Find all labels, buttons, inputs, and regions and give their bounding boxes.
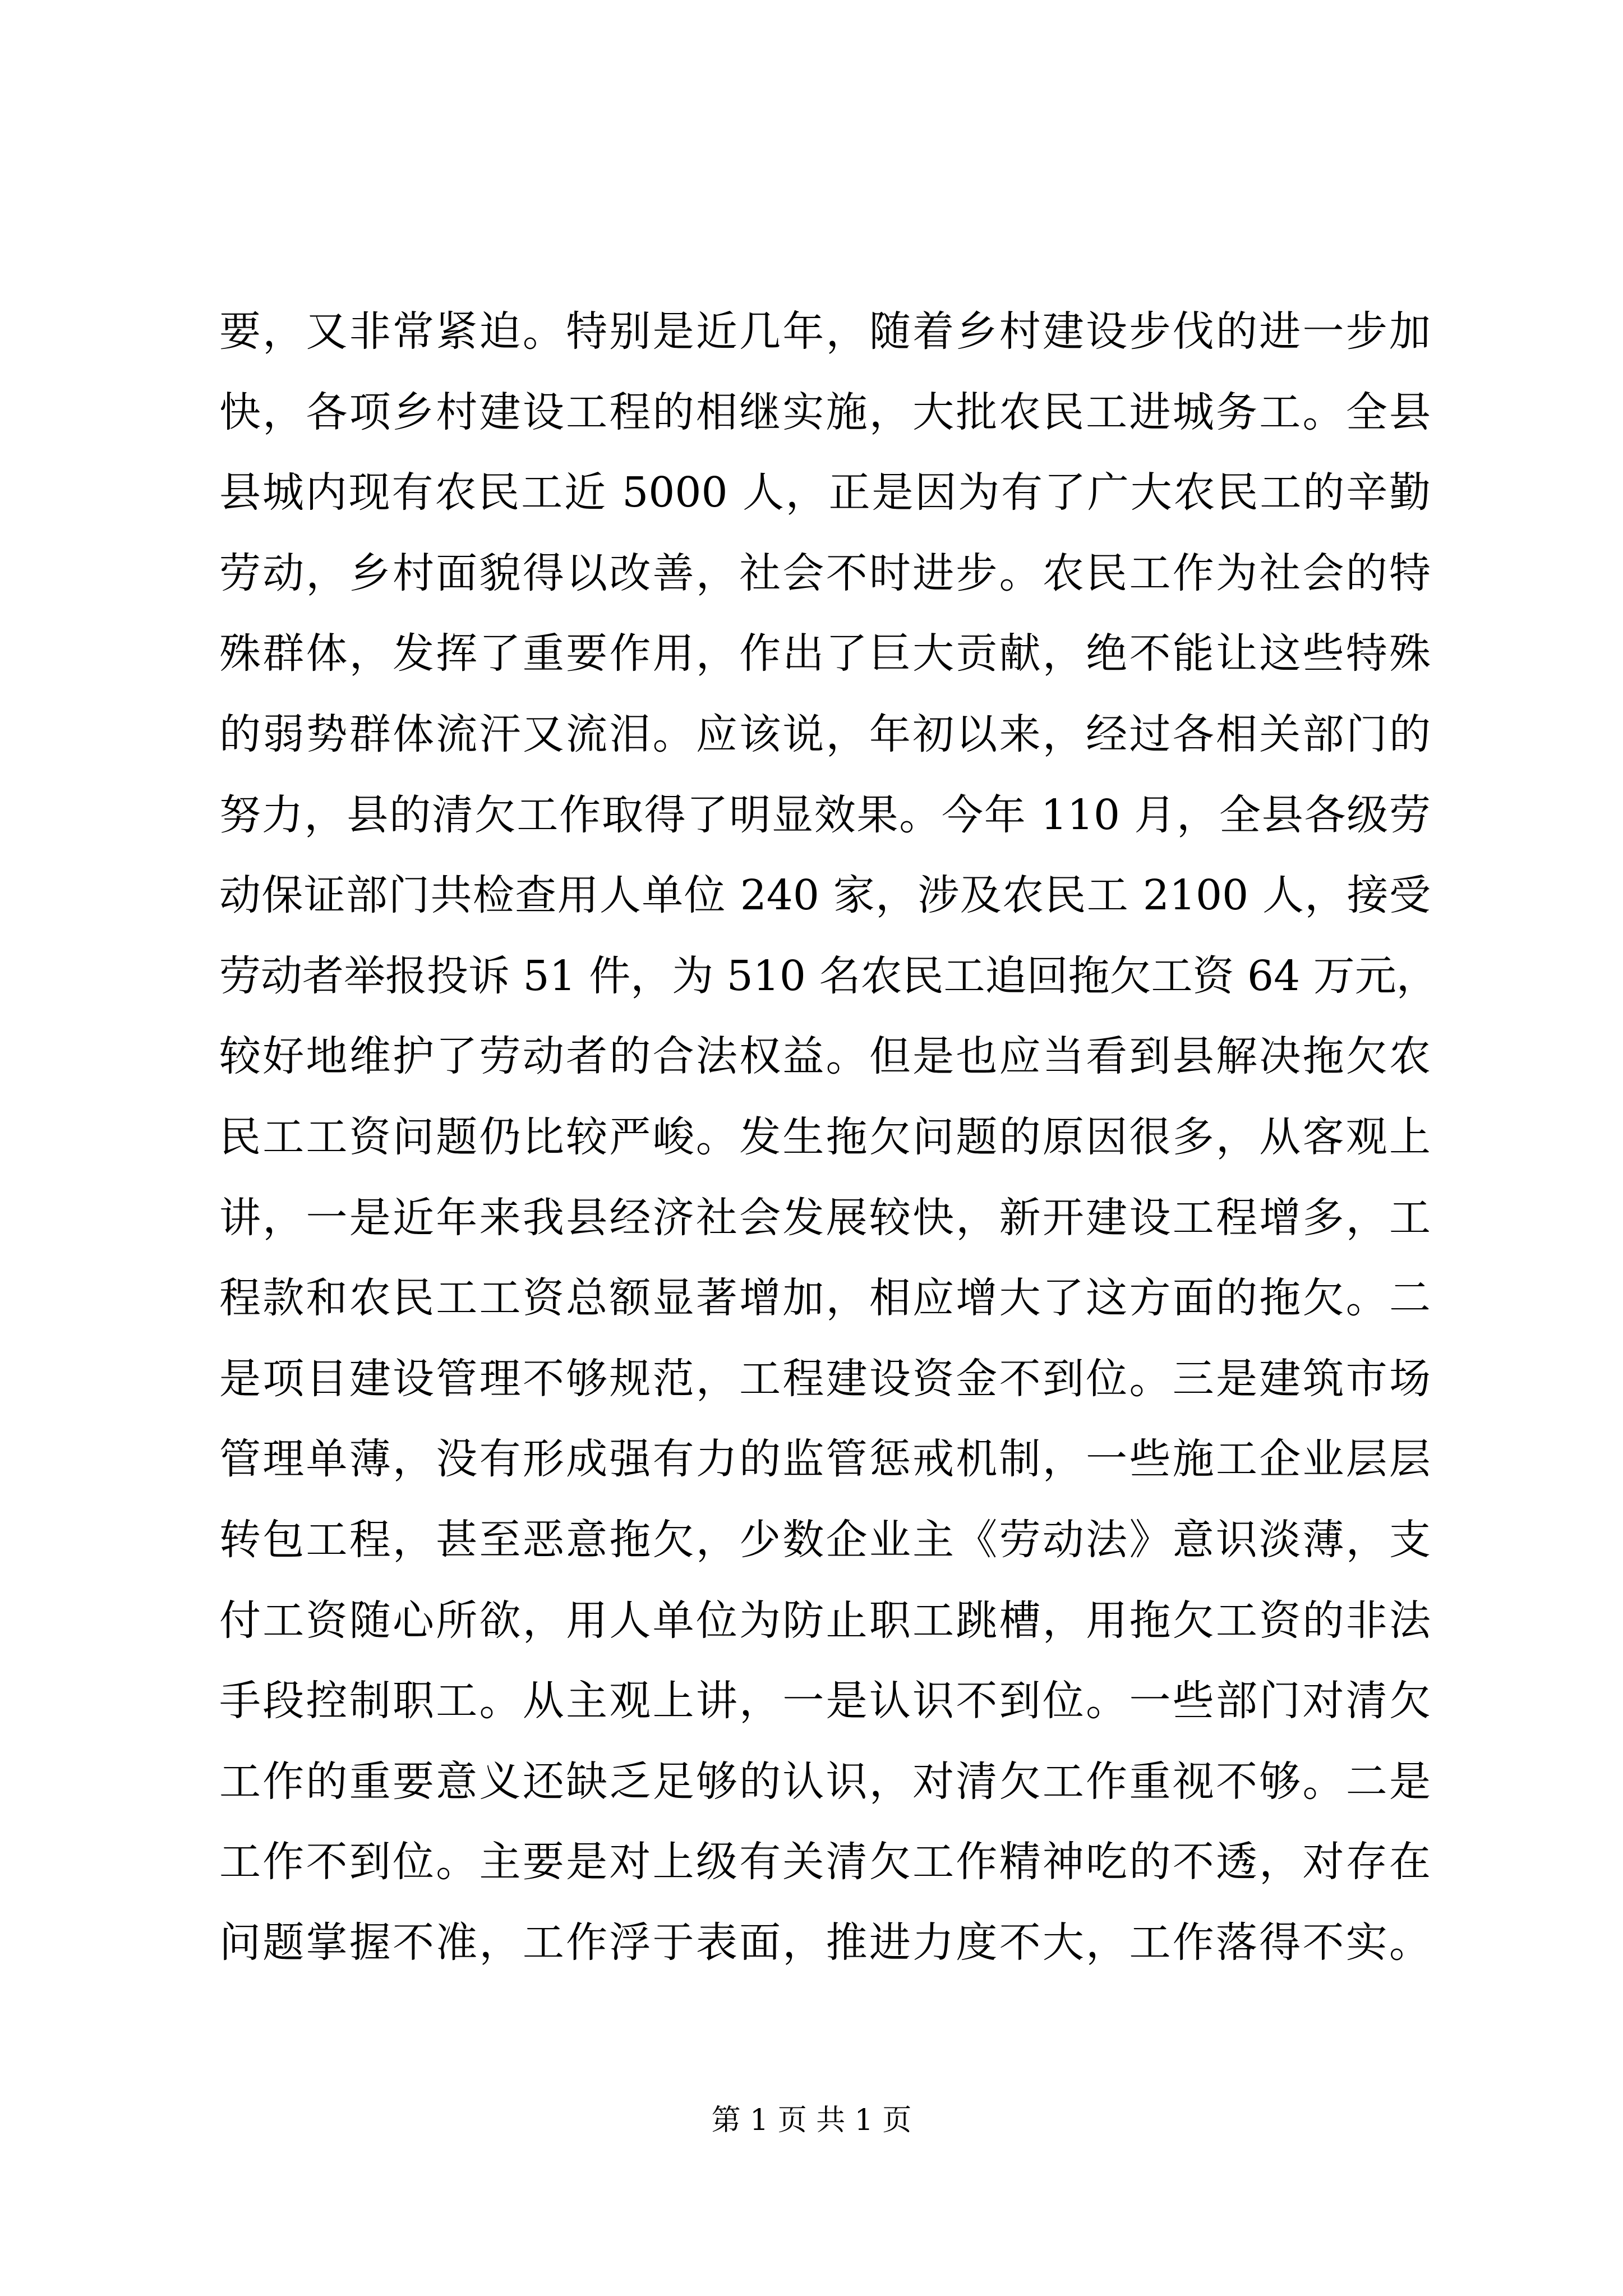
text-line: 工作的重要意义还缺乏足够的认识，对清欠工作重视不够。二是 [219, 1757, 1431, 1806]
text-line: 要，又非常紧迫。特别是近几年，随着乡村建设步伐的进一步加 [219, 307, 1431, 356]
text-line: 劳动者举报投诉 51 件，为 510 名农民工追回拖欠工资 64 万元， [219, 951, 1438, 1000]
text-line: 工作不到位。主要是对上级有关清欠工作精神吃的不透，对存在 [219, 1838, 1431, 1887]
text-line: 动保证部门共检查用人单位 240 家，涉及农民工 2100 人，接受 [219, 871, 1431, 920]
text-line: 转包工程，甚至恶意拖欠，少数企业主《劳动法》意识淡薄，支 [219, 1515, 1431, 1564]
text-line: 殊群体，发挥了重要作用，作出了巨大贡献，绝不能让这些特殊 [219, 629, 1431, 678]
text-line: 县城内现有农民工近 5000 人，正是因为有了广大农民工的辛勤 [219, 468, 1431, 517]
text-line: 的弱势群体流汗又流泪。应该说，年初以来，经过各相关部门的 [219, 710, 1431, 758]
text-line: 管理单薄，没有形成强有力的监管惩戒机制，一些施工企业层层 [219, 1435, 1431, 1484]
text-line: 劳动，乡村面貌得以改善，社会不时进步。农民工作为社会的特 [219, 549, 1431, 597]
text-line: 较好地维护了劳动者的合法权益。但是也应当看到县解决拖欠农 [219, 1032, 1431, 1081]
page-number: 第 1 页 共 1 页 [711, 2104, 912, 2137]
page-footer [0, 2101, 1623, 2140]
text-line: 讲，一是近年来我县经济社会发展较快，新开建设工程增多，工 [219, 1193, 1431, 1242]
text-line: 付工资随心所欲，用人单位为防止职工跳槽，用拖欠工资的非法 [219, 1596, 1431, 1645]
text-line: 是项目建设管理不够规范，工程建设资金不到位。三是建筑市场 [219, 1354, 1431, 1403]
text-line: 程款和农民工工资总额显著增加，相应增大了这方面的拖欠。二 [219, 1274, 1431, 1323]
text-line: 问题掌握不准，工作浮于表面，推进力度不大，工作落得不实。 [219, 1918, 1431, 1967]
body-text [219, 292, 1438, 1983]
text-line: 快，各项乡村建设工程的相继实施，大批农民工进城务工。全县 [219, 388, 1431, 436]
text-line: 努力，县的清欠工作取得了明显效果。今年 110 月，全县各级劳 [219, 790, 1431, 839]
text-line: 民工工资问题仍比较严峻。发生拖欠问题的原因很多，从客观上 [219, 1112, 1431, 1161]
text-line: 手段控制职工。从主观上讲，一是认识不到位。一些部门对清欠 [219, 1677, 1431, 1726]
